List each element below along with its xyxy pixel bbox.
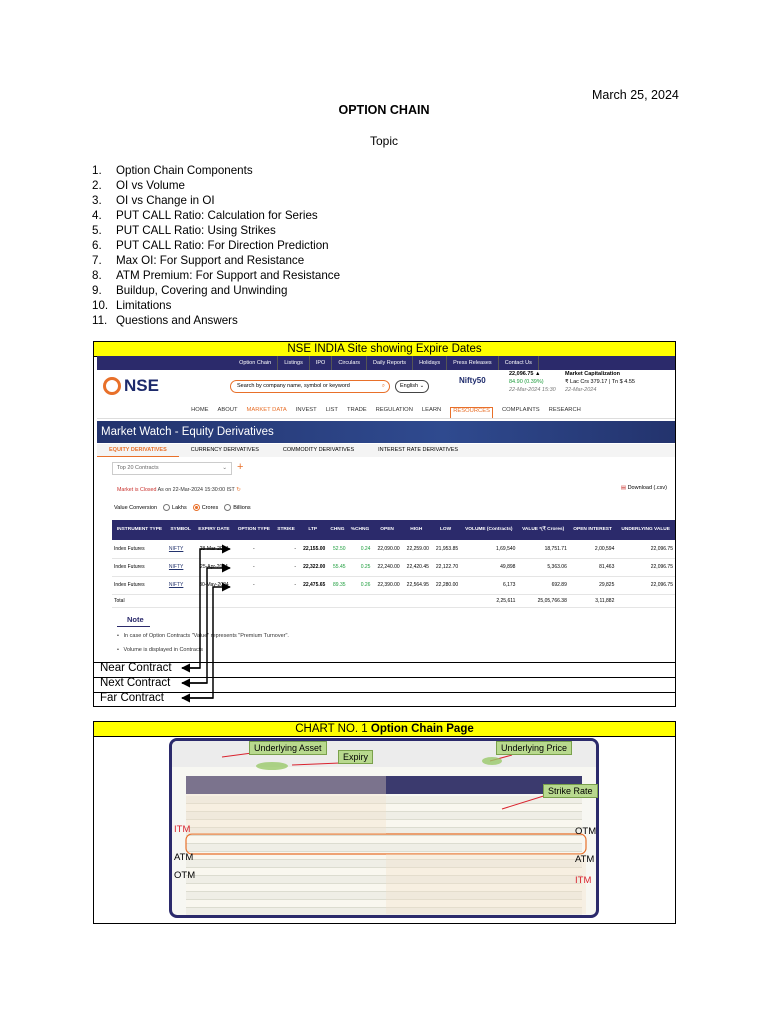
next-contract-label: Next Contract bbox=[100, 677, 171, 689]
topic-list-item: 5. PUT CALL Ratio: Using Strikes bbox=[92, 224, 276, 237]
column-header[interactable]: OPTION TYPE bbox=[234, 520, 274, 540]
column-header[interactable]: EXPIRY DATE bbox=[194, 520, 233, 540]
table-cell: 22,096.75 bbox=[616, 576, 675, 594]
table-cell: - bbox=[274, 558, 298, 576]
table-cell: 22,096.75 bbox=[616, 558, 675, 576]
refresh-icon[interactable]: ↻ bbox=[236, 487, 241, 493]
table-cell: 22,122.70 bbox=[431, 558, 460, 576]
derivatives-tab[interactable]: INTEREST RATE DERIVATIVES bbox=[378, 447, 459, 453]
chart-section-heading: CHART NO. 1 Option Chain Page bbox=[94, 722, 675, 737]
near-arrow bbox=[182, 549, 230, 668]
topbar-link[interactable]: Contact Us bbox=[499, 356, 539, 370]
nav-item[interactable]: HOME bbox=[191, 407, 209, 413]
topic-list-item: 10. Limitations bbox=[92, 299, 172, 312]
table-cell: 21,953.85 bbox=[431, 540, 460, 558]
topbar-link[interactable]: Holidays bbox=[413, 356, 447, 370]
note-item: • Volume is displayed in Contracts bbox=[117, 647, 203, 653]
market-watch-banner: Market Watch - Equity Derivatives bbox=[97, 421, 675, 443]
column-header[interactable]: STRIKE bbox=[274, 520, 298, 540]
file-icon: ▤ bbox=[620, 485, 627, 491]
table-cell: - bbox=[234, 558, 274, 576]
topic-list-item: 8. ATM Premium: For Support and Resistance bbox=[92, 269, 341, 282]
table-cell: 22,322.00 bbox=[298, 558, 327, 576]
topic-list-item: 9. Buildup, Covering and Unwinding bbox=[92, 284, 288, 297]
underlying-asset-callout: Underlying Asset bbox=[249, 741, 327, 755]
table-cell: 28-Mar-2024 bbox=[194, 540, 233, 558]
value-conversion: Value Conversion Lakhs Crores Billions bbox=[114, 504, 251, 511]
column-header[interactable]: HIGH bbox=[402, 520, 431, 540]
table-cell: 18,751.71 bbox=[517, 540, 568, 558]
table-cell: 22,280.00 bbox=[431, 576, 460, 594]
table-cell: 22,155.00 bbox=[298, 540, 327, 558]
table-cell: 22,390.00 bbox=[372, 576, 401, 594]
unit-radio[interactable]: Billions bbox=[224, 504, 250, 511]
itm-right-label: ITM bbox=[575, 875, 592, 886]
underlying-price-callout: Underlying Price bbox=[496, 741, 572, 755]
nav-item[interactable]: COMPLAINTS bbox=[501, 407, 540, 413]
topbar-link[interactable]: IPO bbox=[310, 356, 332, 370]
far-contract-label: Far Contract bbox=[100, 692, 164, 704]
column-header[interactable]: SYMBOL bbox=[167, 520, 194, 540]
derivatives-tab[interactable]: COMMODITY DERIVATIVES bbox=[282, 447, 355, 453]
expiry-callout: Expiry bbox=[338, 750, 373, 764]
option-chain-overlay bbox=[172, 741, 599, 918]
topic-list-item: 11. Questions and Answers bbox=[92, 314, 238, 327]
far-arrow bbox=[182, 587, 230, 698]
chevron-down-icon: ⌄ bbox=[222, 465, 227, 471]
table-cell: 22,096.75 bbox=[616, 540, 675, 558]
document-title: OPTION CHAIN bbox=[338, 103, 430, 117]
column-header[interactable]: LOW bbox=[431, 520, 460, 540]
nifty-quote: 22,096.75 ▲ 84.90 (0.39%) 22-Mar-2024 15:30 bbox=[509, 371, 556, 393]
strike-rate-callout: Strike Rate bbox=[543, 784, 598, 798]
symbol-link[interactable]: NIFTY bbox=[167, 576, 194, 594]
topic-list-item: 3. OI vs Change in OI bbox=[92, 194, 215, 207]
table-cell: 55.45 bbox=[327, 558, 347, 576]
table-cell: 5,363.06 bbox=[517, 558, 568, 576]
table-cell: 29,825 bbox=[569, 576, 617, 594]
column-header[interactable]: UNDERLYING VALUE bbox=[616, 520, 675, 540]
otm-left-label: OTM bbox=[174, 870, 196, 881]
symbol-link[interactable]: NIFTY bbox=[167, 558, 194, 576]
table-cell: 49,898 bbox=[460, 558, 517, 576]
table-cell: Index Futures bbox=[112, 576, 167, 594]
table-cell: 81,463 bbox=[569, 558, 617, 576]
total-row: Total 2,25,611 25,05,766.38 3,11,882 bbox=[112, 594, 675, 607]
nav-item[interactable]: REGULATION bbox=[375, 407, 413, 413]
table-cell: 0.25 bbox=[348, 558, 373, 576]
table-cell: 22,475.65 bbox=[298, 576, 327, 594]
column-header[interactable]: OPEN bbox=[372, 520, 401, 540]
column-header[interactable]: %CHNG bbox=[348, 520, 373, 540]
topbar-link[interactable]: Circulars bbox=[332, 356, 367, 370]
nse-search-input[interactable]: Search by company name, symbol or keyword ⌕ bbox=[230, 380, 390, 393]
next-arrow bbox=[182, 568, 230, 683]
topic-list-item: 4. PUT CALL Ratio: Calculation for Series bbox=[92, 209, 318, 222]
table-cell: 1,69,540 bbox=[460, 540, 517, 558]
topic-list-item: 1. Option Chain Components bbox=[92, 164, 253, 177]
table-cell: 30-May-2024 bbox=[194, 576, 233, 594]
atm-right-label: ATM bbox=[575, 854, 595, 865]
table-cell: 25-Apr-2024 bbox=[194, 558, 233, 576]
table-cell: 0.24 bbox=[348, 540, 373, 558]
derivatives-tab[interactable]: EQUITY DERIVATIVES bbox=[97, 444, 179, 457]
topbar-link[interactable]: Press Releases bbox=[447, 356, 499, 370]
nav-item[interactable]: RESOURCES bbox=[450, 407, 493, 418]
table-cell: Index Futures bbox=[112, 540, 167, 558]
nifty50-logo: Nifty50 bbox=[459, 376, 486, 385]
table-cell: 22,420.45 bbox=[402, 558, 431, 576]
column-header[interactable]: INSTRUMENT TYPE bbox=[112, 520, 167, 540]
topic-heading: Topic bbox=[369, 134, 398, 148]
document-date: March 25, 2024 bbox=[592, 88, 679, 102]
table-cell: 0.26 bbox=[348, 576, 373, 594]
column-header[interactable]: VOLUME (Contracts) bbox=[460, 520, 517, 540]
option-chain-row bbox=[186, 916, 582, 918]
table-cell: Index Futures bbox=[112, 558, 167, 576]
derivatives-tab[interactable]: CURRENCY DERIVATIVES bbox=[190, 447, 259, 453]
column-header[interactable]: VALUE *(₹ Crores) bbox=[517, 520, 568, 540]
table-cell: - bbox=[274, 540, 298, 558]
topbar-link[interactable]: Daily Reports bbox=[367, 356, 413, 370]
topic-list-item: 7. Max OI: For Support and Resistance bbox=[92, 254, 305, 267]
nav-item[interactable]: MARKET DATA bbox=[246, 407, 287, 413]
table-cell: 2,00,594 bbox=[569, 540, 617, 558]
nav-item[interactable]: RESEARCH bbox=[548, 407, 581, 413]
add-icon[interactable]: + bbox=[237, 461, 244, 473]
market-cap: Market Capitalization ₹ Lac Crs 379.17 | Tn $ 4.55 22-Mar-2024 bbox=[565, 371, 635, 393]
nav-item[interactable]: LEARN bbox=[421, 407, 442, 413]
table-cell: - bbox=[274, 576, 298, 594]
table-cell: 6,173 bbox=[460, 576, 517, 594]
topbar-link[interactable]: Listings bbox=[278, 356, 310, 370]
table-cell: 52.50 bbox=[327, 540, 347, 558]
near-contract-label: Near Contract bbox=[100, 662, 172, 674]
table-cell: 22,240.00 bbox=[372, 558, 401, 576]
column-header[interactable]: LTP bbox=[298, 520, 327, 540]
atm-left-label: ATM bbox=[174, 852, 194, 863]
download-csv-link[interactable]: ▤ Download (.csv) bbox=[620, 485, 667, 491]
table-cell: 22,259.00 bbox=[402, 540, 431, 558]
nav-item[interactable]: LIST bbox=[325, 407, 338, 413]
nse-logo[interactable]: NSE bbox=[103, 376, 159, 396]
symbol-link[interactable]: NIFTY bbox=[167, 540, 194, 558]
topbar-link[interactable]: Option Chain bbox=[233, 356, 278, 370]
nav-item[interactable]: INVEST bbox=[295, 407, 317, 413]
topic-list-item: 6. PUT CALL Ratio: For Direction Prediction bbox=[92, 239, 329, 252]
note-heading: Note bbox=[117, 615, 150, 627]
option-chain-screenshot bbox=[169, 738, 599, 918]
unit-radio[interactable]: Lakhs bbox=[163, 504, 187, 511]
table-cell: - bbox=[234, 576, 274, 594]
nse-section-heading: NSE INDIA Site showing Expire Dates bbox=[94, 342, 675, 357]
note-item: • In case of Option Contracts "Value" represents "Premium Turnover". bbox=[117, 633, 289, 639]
table-cell: 22,090.00 bbox=[372, 540, 401, 558]
unit-radio[interactable]: Crores bbox=[193, 504, 219, 511]
language-select[interactable]: English ⌄ bbox=[395, 380, 429, 393]
market-status: Market is Closed As on 22-Mar-2024 15:30:00 IST ↻ bbox=[117, 487, 241, 493]
column-header[interactable]: CHNG bbox=[327, 520, 347, 540]
table-cell: 89.35 bbox=[327, 576, 347, 594]
table-cell: 22,564.95 bbox=[402, 576, 431, 594]
column-header[interactable]: OPEN INTEREST bbox=[569, 520, 617, 540]
nav-item[interactable]: TRADE bbox=[346, 407, 367, 413]
chevron-down-icon: ⌄ bbox=[419, 383, 425, 389]
table-cell: - bbox=[234, 540, 274, 558]
nav-item[interactable]: ABOUT bbox=[217, 407, 238, 413]
otm-right-label: OTM bbox=[575, 826, 597, 837]
topic-list-item: 2. OI vs Volume bbox=[92, 179, 185, 192]
table-cell: 692.89 bbox=[517, 576, 568, 594]
contracts-select[interactable]: Top 20 Contracts ⌄ bbox=[112, 462, 232, 475]
search-icon: ⌕ bbox=[381, 383, 385, 389]
itm-left-label: ITM bbox=[174, 824, 191, 835]
